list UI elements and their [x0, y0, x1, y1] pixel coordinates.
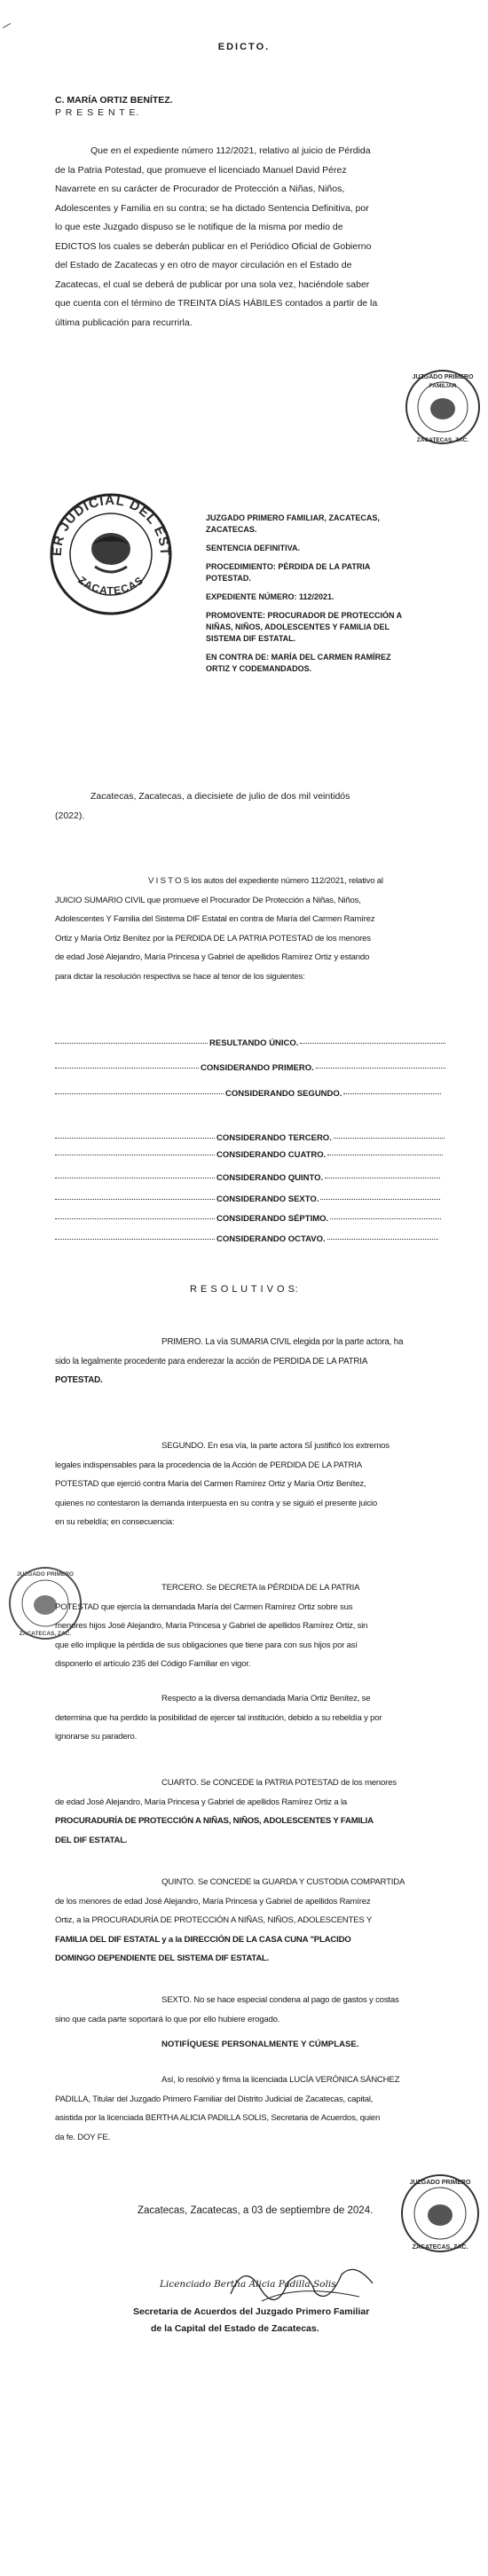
vistos-line: JUICIO SUMARIO CIVIL que promueve el Procurador De Protección a Niñas, Niños, [55, 895, 361, 905]
resolutivo-cuarto [55, 1773, 445, 1850]
stamp-line: FAMILIAR [429, 383, 457, 389]
tercero-line: POTESTAD que ejercía la demandada María del Carmen Ramírez Ortiz sobre sus [55, 1601, 353, 1612]
quinto-line: Ortiz, a la PROCURADURÍA DE PROTECCIÓN A NIÑAS, NIÑOS, ADOLESCENTES Y [55, 1915, 373, 1925]
cuarto-line: PROCURADURÍA DE PROTECCIÓN A NIÑAS, NIÑOS, ADOLESCENTES Y FAMILIA [55, 1816, 374, 1826]
cuarto-line: DEL DIF ESTATAL. [55, 1835, 128, 1845]
primero-line: PRIMERO. La vía SUMARIA CIVIL elegida por la parte actora, ha [161, 1337, 404, 1347]
juzgado-stamp [404, 368, 482, 446]
signature-title: Secretaria de Acuerdos del Juzgado Primero Familiar [133, 2306, 370, 2317]
stamp-line: ZACATECAS, ZAC. [19, 1631, 72, 1637]
respecto-line: determina que ha perdido la posibilidad de ejercer tal institución, debido a su rebeldía y por [55, 1712, 382, 1723]
resolutivo-tercero [55, 1578, 445, 1674]
seal-ring-text: ER JUDICIAL DEL EST [49, 492, 173, 557]
resolutivo-segundo [55, 1437, 445, 1532]
asi-line: PADILLA, Titular del Juzgado Primero Familiar del Distrito Judicial de Zacatecas, capital, [55, 2094, 374, 2104]
vistos-line: de edad José Alejandro, María Princesa y Gabriel de apellidos Ramírez Ortiz y estando [55, 952, 370, 962]
cuarto-line: CUARTO. Se CONCEDE la PATRIA POTESTAD de los menores [161, 1778, 397, 1788]
resolutivo-quinto [55, 1873, 445, 1969]
case-info-box [206, 513, 410, 675]
addressee: C. MARÍA ORTIZ BENÍTEZ. [55, 95, 173, 106]
vistos-line: Adolescentes Y Familia del Sistema DIF Estatal en contra de María del Carmen Ramírez [55, 914, 375, 924]
cuarto-line: de edad José Alejandro, María Princesa y Gabriel de apellidos Ramírez Ortiz a la [55, 1797, 348, 1807]
intro-line: Navarrete en su carácter de Procurador de Protección a Niñas, Niños, [55, 184, 345, 194]
quinto-line: QUINTO. Se CONCEDE la GUARDA Y CUSTODIA COMPARTIDA [161, 1877, 405, 1887]
intro-line: que cuenta con el término de TREINTA DÍAS HÁBILES contados a partir de la [55, 298, 378, 309]
asi-line: da fe. DOY FE. [55, 2132, 111, 2142]
sexto-line: SEXTO. No se hace especial condena al pago de gastos y costas [161, 1995, 399, 2005]
vistos-line: Ortiz y María Ortiz Benítez por la PERDIDA DE LA PATRIA POTESTAD de los menores [55, 933, 371, 943]
date-line: (2022). [55, 810, 85, 821]
resolutivo-sexto [55, 1991, 445, 2029]
section-considerando-4: CONSIDERANDO CUATRO. [55, 1150, 445, 1160]
case-procedure: PROCEDIMIENTO: PÉRDIDA DE LA PATRIA POTESTAD. [206, 562, 371, 583]
stamp-line: JUZGADO PRIMERO [412, 374, 474, 380]
section-considerando-3: CONSIDERANDO TERCERO. [55, 1133, 445, 1143]
section-considerando-5: CONSIDERANDO QUINTO. [55, 1173, 445, 1183]
section-resultando: RESULTANDO ÚNICO. [55, 1038, 445, 1048]
segundo-line: SEGUNDO. En esa vía, la parte actora SÍ justificó los extremos [161, 1441, 390, 1451]
intro-line: de la Patria Potestad, que promueve el licenciado Manuel David Pérez [55, 164, 347, 176]
tercero-line: TERCERO. Se DECRETA la PÉRDIDA DE LA PATRIA [161, 1583, 360, 1593]
primero-line: sido la legalmente procedente para enderezar la acción de PERDIDA DE LA PATRIA [55, 1356, 368, 1366]
document-title: EDICTO. [217, 42, 271, 52]
closing-date: Zacatecas, Zacatecas, a 03 de septiembre de 2024. [138, 2205, 374, 2216]
tercero-line: que ello implique la pérdida de sus obligaciones que tiene para con sus hijos por así [55, 1640, 358, 1650]
intro-line: EDICTOS los cuales se deberán publicar en el Periódico Oficial de Gobierno [55, 240, 372, 252]
vistos-line: V I S T O S los autos del expediente número 112/2021, relativo al [148, 876, 383, 886]
case-court: JUZGADO PRIMERO FAMILIAR, ZACATECAS, ZACATECAS. [206, 513, 380, 534]
stamp-line: JUZGADO PRIMERO [17, 1571, 74, 1578]
case-promoter: PROMOVENTE: PROCURADOR DE PROTECCIÓN A NIÑAS, NIÑOS, ADOLESCENTES Y FAMILIA DEL SISTEMA DIF ESTATAL. [206, 611, 402, 643]
segundo-line: POTESTAD que ejerció contra María del Carmen Ramírez Ortiz y María Ortiz Benítez, [55, 1479, 366, 1489]
asi-paragraph [55, 2071, 445, 2147]
intro-line: Adolescentes y Familia en su contra; se ha dictado Sentencia Definitiva, por [55, 202, 369, 214]
case-against: EN CONTRA DE: MARÍA DEL CARMEN RAMÍREZ ORTIZ Y CODEMANDADOS. [206, 653, 391, 673]
present-line: P R E S E N T E. [55, 107, 140, 118]
segundo-line: legales indispensables para la procedencia de la Acción de PERDIDA DE LA PATRIA [55, 1460, 362, 1470]
tercero-line: menores hijos José Alejandro, María Princesa y Gabriel de apellidos Ramírez Ortiz, sin [55, 1621, 368, 1631]
svg-text:ZACATECAS [75, 574, 146, 597]
stamp-line: ZACATECAS, ZAC. [412, 2244, 468, 2251]
vistos-line: para dictar la resolución respectiva se hace al tenor de los siguientes: [55, 971, 305, 982]
respecto-paragraph [55, 1689, 445, 1747]
segundo-line: quienes no contestaron la demanda interpuesta en su contra y se siguió el presente juicio [55, 1498, 377, 1508]
resolutivos-title: R E S O L U T I V O S: [189, 1284, 299, 1295]
quinto-line: DOMINGO DEPENDIENTE DEL SISTEMA DIF ESTATAL. [55, 1954, 270, 1963]
stamp-line: ZACATECAS, ZAC. [416, 437, 469, 443]
court-seal [49, 492, 173, 616]
respecto-line: Respecto a la diversa demandada María Ortiz Benítez, se [161, 1694, 371, 1703]
corner-mark [3, 23, 13, 33]
section-considerando-7: CONSIDERANDO SÉPTIMO. [55, 1214, 445, 1224]
date-line: Zacatecas, Zacatecas, a diecisiete de julio de dos mil veintidós [91, 791, 350, 802]
judgment-date [55, 787, 445, 826]
seal-bottom-text: ZACATECAS [75, 574, 146, 598]
juzgado-stamp-bottom [399, 2173, 481, 2254]
case-sentence: SENTENCIA DEFINITIVA. [206, 544, 301, 552]
intro-line: lo que este Juzgado dispuso se le notifique de la misma por medio de [55, 222, 343, 232]
intro-line: Que en el expediente número 112/2021, relativo al juicio de Pérdida [91, 145, 371, 156]
stamp-line: JUZGADO PRIMERO [409, 2180, 471, 2186]
respecto-line: ignorarse su paradero. [55, 1732, 138, 1742]
asi-line: asistida por la licenciada BERTHA ALICIA PADILLA SOLIS, Secretaria de Acuerdos, quien [55, 2113, 381, 2123]
intro-paragraph [55, 142, 445, 333]
case-file: EXPEDIENTE NÚMERO: 112/2021. [206, 592, 335, 601]
resolutivo-primero [55, 1333, 445, 1390]
segundo-line: en su rebeldía; en consecuencia: [55, 1517, 175, 1527]
intro-line: Zacatecas, el cual se deberá de publicar por una sola vez, haciéndole saber [55, 278, 370, 290]
vistos-paragraph [55, 872, 445, 986]
asi-line: Así, lo resolvió y firma la licenciada LUCÍA VERÓNICA SÁNCHEZ [161, 2075, 400, 2085]
primero-line: POTESTAD. [55, 1375, 103, 1385]
signature-title: de la Capital del Estado de Zacatecas. [151, 2323, 319, 2334]
section-considerando-2: CONSIDERANDO SEGUNDO. [55, 1089, 445, 1099]
intro-line: del Estado de Zacatecas y en otro de mayor circulación en el Estado de [55, 260, 352, 270]
signature-name: Licenciado Bertha Alicia Padilla Solis [160, 2279, 336, 2290]
quinto-line: de los menores de edad José Alejandro, María Princesa y Gabriel de apellidos Ramírez [55, 1896, 371, 1907]
intro-line: última publicación para recurrirla. [55, 317, 193, 328]
eagle-emblem-icon [91, 533, 130, 572]
tercero-line: disponerlo el artículo 235 del Código Familiar en vigor. [55, 1659, 251, 1669]
notifiquese-line: NOTIFÍQUESE PERSONALMENTE Y CÚMPLASE. [161, 2040, 359, 2049]
section-considerando-8: CONSIDERANDO OCTAVO. [55, 1234, 445, 1244]
section-considerando-1: CONSIDERANDO PRIMERO. [55, 1063, 445, 1073]
quinto-line: FAMILIA DEL DIF ESTATAL y a la DIRECCIÓN DE LA CASA CUNA "PLACIDO [55, 1934, 351, 1945]
section-considerando-6: CONSIDERANDO SEXTO. [55, 1194, 445, 1204]
sexto-line: sino que cada parte soportará lo que por ello hubiere erogado. [55, 2014, 280, 2024]
